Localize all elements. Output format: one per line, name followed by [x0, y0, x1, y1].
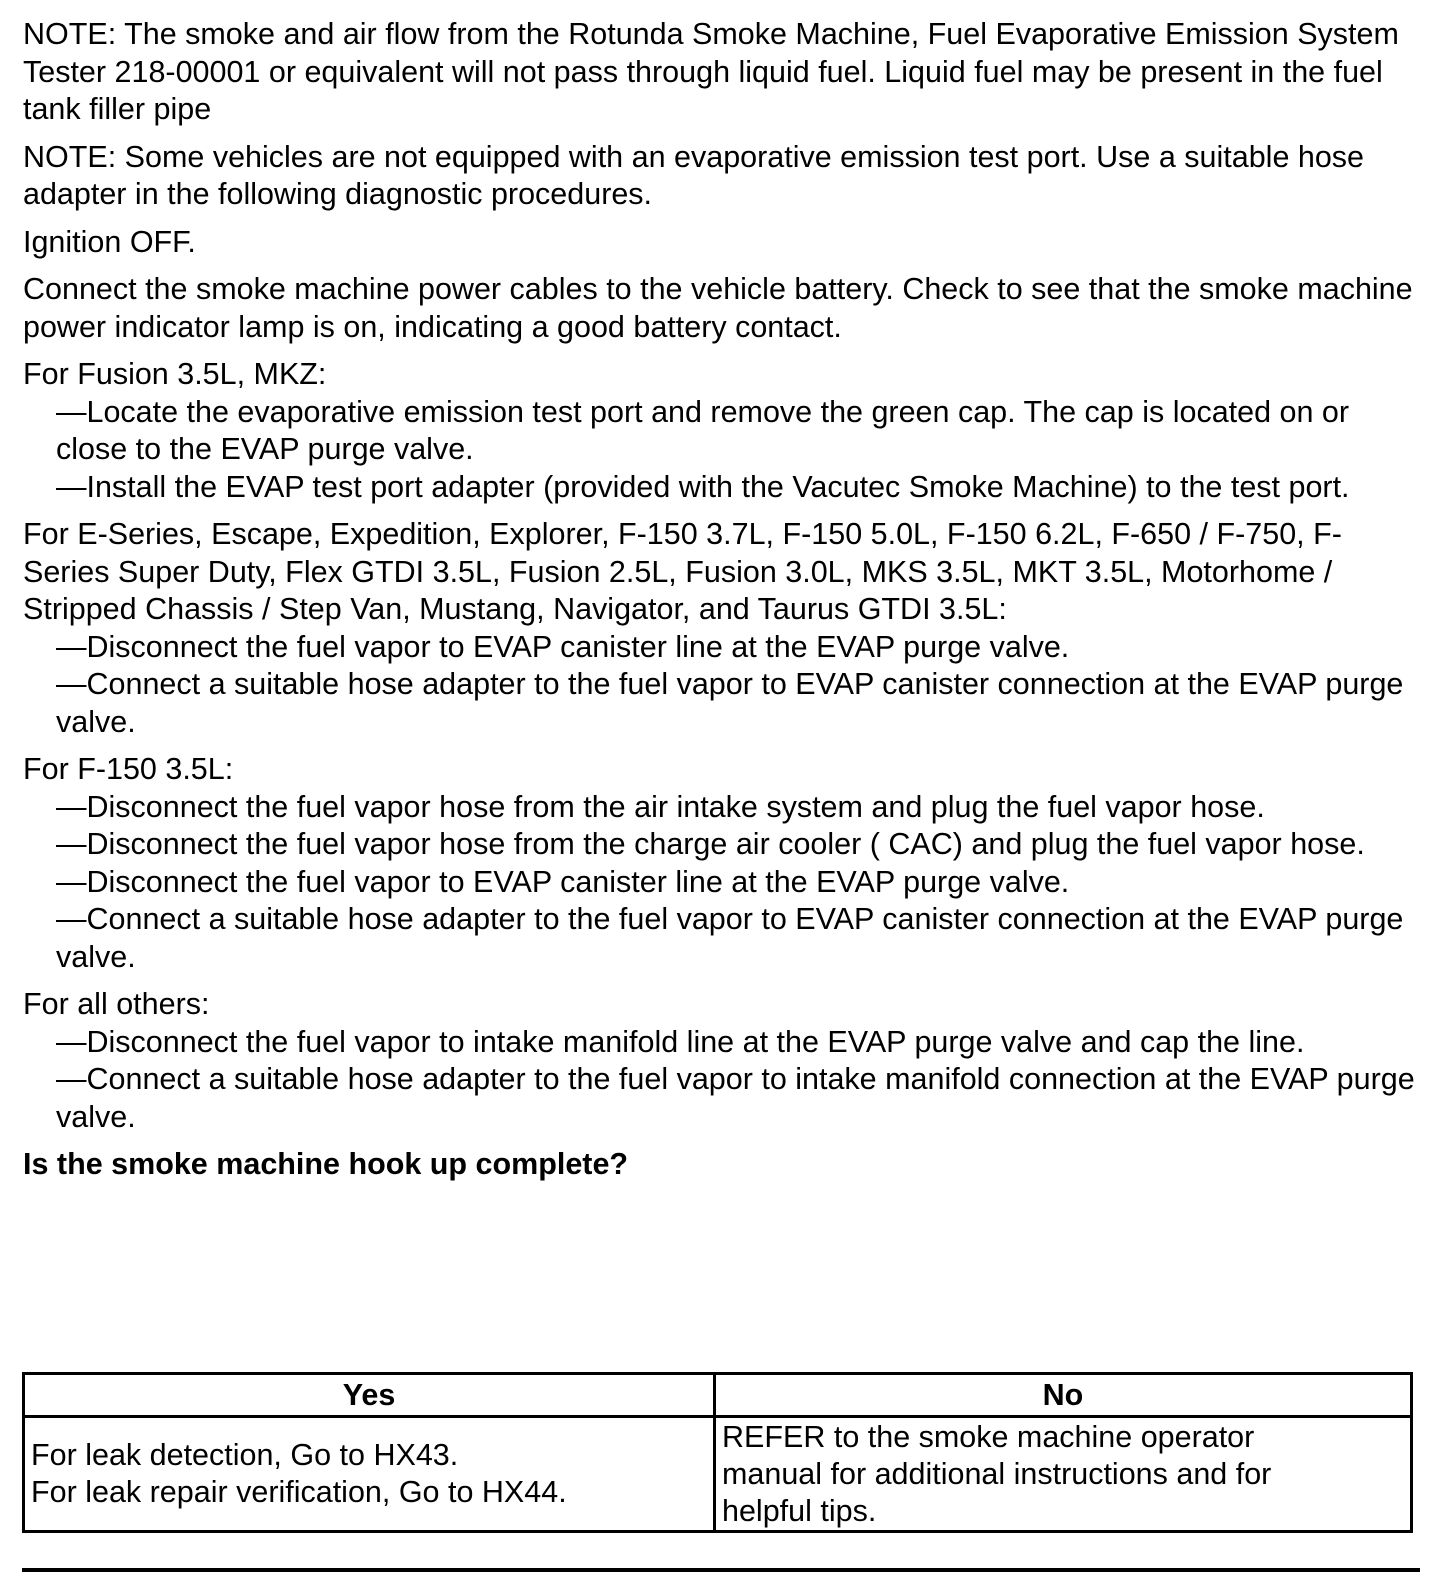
step-connect-power: Connect the smoke machine power cables to the vehicle battery. Check to see that the smoke machine power indicator lamp is on, indicating a good battery contact. — [23, 272, 1413, 344]
no-line: manual for additional instructions and for — [722, 1456, 1272, 1491]
group-step: —Disconnect the fuel vapor to intake manifold line at the EVAP purge valve and cap the line. — [56, 1024, 1305, 1059]
group-step: —Disconnect the fuel vapor to EVAP canister line at the EVAP purge valve. — [56, 864, 1070, 899]
no-line: helpful tips. — [722, 1493, 877, 1528]
no-line: REFER to the smoke machine operator — [722, 1419, 1255, 1454]
footer-divider — [22, 1568, 1420, 1572]
group-step: —Disconnect the fuel vapor hose from the charge air cooler ( CAC) and plug the fuel vapor hose. — [56, 827, 1365, 861]
group-title: For all others: — [23, 987, 210, 1021]
group-step: —Disconnect the fuel vapor to EVAP canister line at the EVAP purge valve. — [56, 629, 1070, 664]
group-title: For E-Series, Escape, Expedition, Explorer, F-150 3.7L, F-150 5.0L, F-150 6.2L, F-650 / F-750, F-Series Super Duty, Flex GTDI 3.5L, Fusion 2.5L, Fusion 3.0L, MKS 3.5L, MKT 3.5L, Motorhome / Stripped Chassis / Step Van, Mustang, Navigator, and Taurus GTDI 3.5L: — [23, 517, 1342, 626]
group-step: —Connect a suitable hose adapter to the fuel vapor to EVAP canister connection at the EVAP purge valve. — [56, 667, 1404, 739]
decision-table — [22, 1372, 1413, 1533]
note-smoke-flow: NOTE: The smoke and air flow from the Rotunda Smoke Machine, Fuel Evaporative Emission System Tester 218-00001 or equivalent will not pass through liquid fuel. Liquid fuel may be present in the fuel tank filler pipe — [23, 17, 1399, 126]
cell-yes — [24, 1417, 715, 1532]
decision-question: Is the smoke machine hook up complete? — [23, 1147, 629, 1181]
table-header-row — [24, 1374, 1412, 1417]
cell-no — [715, 1417, 1412, 1532]
procedure-document — [23, 16, 1423, 1184]
group-title: For F-150 3.5L: — [23, 752, 234, 786]
yes-line-leak-detection: For leak detection, Go to HX43. — [31, 1438, 459, 1472]
group-title: For Fusion 3.5L, MKZ: — [23, 357, 327, 391]
group-step: —Locate the evaporative emission test port and remove the green cap. The cap is located on or close to the EVAP purge valve. — [56, 394, 1350, 466]
group-step: —Install the EVAP test port adapter (provided with the Vacutec Smoke Machine) to the test port. — [56, 469, 1350, 504]
step-ignition-off: Ignition OFF. — [23, 224, 196, 259]
group-step: —Connect a suitable hose adapter to the fuel vapor to intake manifold connection at the EVAP purge valve. — [56, 1062, 1415, 1134]
group-step: —Disconnect the fuel vapor hose from the air intake system and plug the fuel vapor hose. — [56, 789, 1265, 824]
group-eseries-and-others — [23, 516, 1423, 741]
yes-line-repair-verification: For leak repair verification, Go to HX44. — [31, 1475, 567, 1509]
group-step: —Connect a suitable hose adapter to the fuel vapor to EVAP canister connection at the EVAP purge valve. — [56, 902, 1404, 974]
group-all-others — [23, 986, 1423, 1136]
group-f150-35l — [23, 751, 1423, 976]
note-test-port: NOTE: Some vehicles are not equipped with an evaporative emission test port. Use a suitable hose adapter in the following diagnostic procedures. — [23, 139, 1365, 211]
header-no: No — [715, 1374, 1412, 1417]
table-row — [24, 1417, 1412, 1532]
group-fusion-mkz — [23, 356, 1423, 506]
header-yes: Yes — [24, 1374, 715, 1417]
